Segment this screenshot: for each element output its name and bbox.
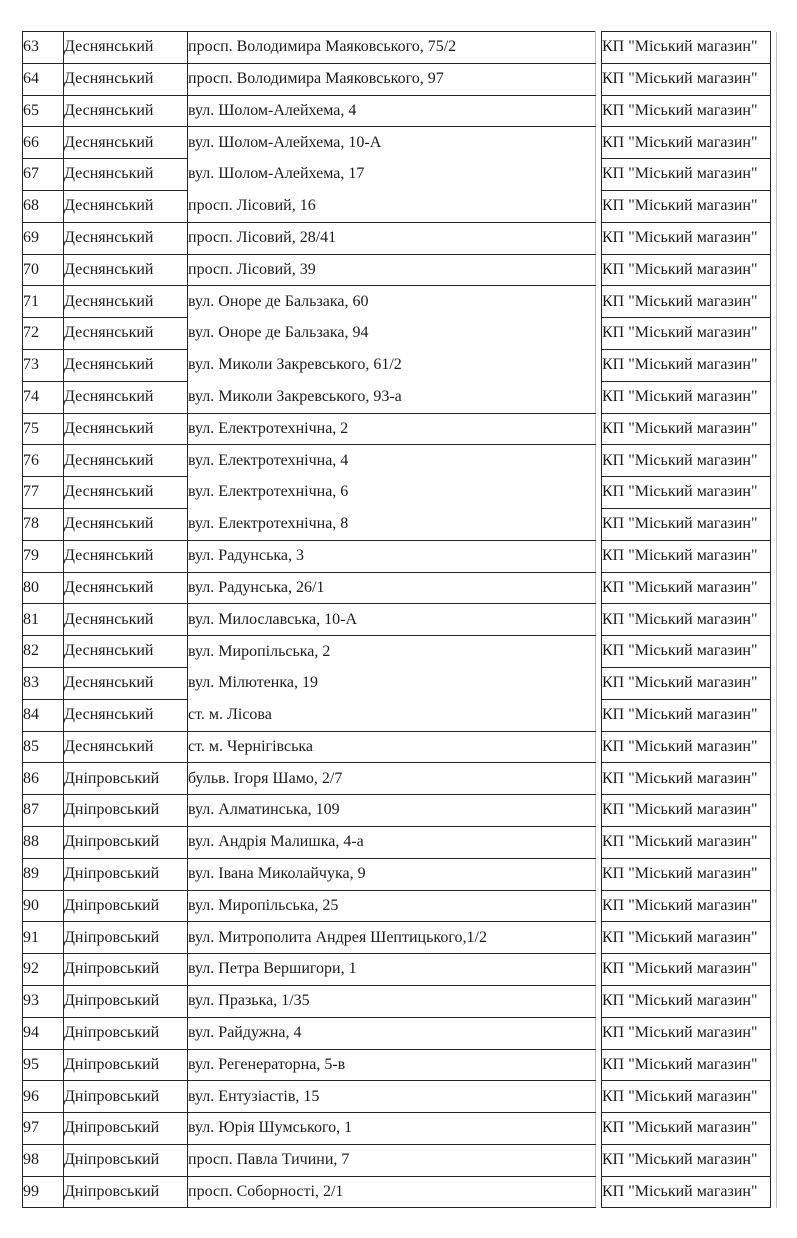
row-number-cell: 84 (23, 699, 64, 731)
table-row (23, 604, 777, 636)
row-number-cell: 88 (23, 826, 64, 858)
district-cell: Деснянський (64, 63, 188, 95)
supplier-cell: КП "Міський магазин" (602, 763, 771, 795)
supplier-cell: КП "Міський магазин" (602, 349, 771, 381)
supplier-cell: КП "Міський магазин" (602, 1144, 771, 1176)
right-edge-gap (771, 922, 777, 954)
row-number-cell: 72 (23, 318, 64, 350)
row-number-cell: 86 (23, 763, 64, 795)
right-edge-gap (771, 445, 777, 477)
right-edge-gap (771, 318, 777, 350)
right-edge-gap (771, 349, 777, 381)
table-row (23, 318, 777, 350)
district-cell: Деснянський (64, 159, 188, 191)
table-row (23, 1049, 777, 1081)
address-cell: ст. м. Лісова (188, 699, 596, 731)
district-cell: Дніпровський (64, 890, 188, 922)
row-number-cell: 91 (23, 922, 64, 954)
supplier-cell: КП "Міський магазин" (602, 32, 771, 64)
address-cell: вул. Празька, 1/35 (188, 985, 596, 1017)
row-number-cell: 80 (23, 572, 64, 604)
address-cell: вул. Райдужна, 4 (188, 1017, 596, 1049)
right-edge-gap (771, 572, 777, 604)
right-edge-gap (771, 1144, 777, 1176)
table-row (23, 667, 777, 699)
right-edge-gap (771, 1081, 777, 1113)
table-row (23, 127, 777, 159)
right-edge-gap (771, 63, 777, 95)
right-edge-gap (771, 477, 777, 509)
right-edge-gap (771, 159, 777, 191)
right-edge-gap (771, 826, 777, 858)
district-cell: Дніпровський (64, 1081, 188, 1113)
row-number-cell: 73 (23, 349, 64, 381)
row-number-cell: 83 (23, 667, 64, 699)
right-edge-gap (771, 222, 777, 254)
district-cell: Дніпровський (64, 1017, 188, 1049)
right-edge-gap (771, 1049, 777, 1081)
supplier-cell: КП "Міський магазин" (602, 127, 771, 159)
supplier-cell: КП "Міський магазин" (602, 540, 771, 572)
table-row (23, 763, 777, 795)
address-cell: вул. Оноре де Бальзака, 60 (188, 286, 596, 318)
supplier-cell: КП "Міський магазин" (602, 890, 771, 922)
district-cell: Деснянський (64, 318, 188, 350)
table-row (23, 985, 777, 1017)
row-number-cell: 78 (23, 508, 64, 540)
row-number-cell: 90 (23, 890, 64, 922)
district-cell: Деснянський (64, 32, 188, 64)
supplier-cell: КП "Міський магазин" (602, 159, 771, 191)
row-number-cell: 71 (23, 286, 64, 318)
table-row (23, 826, 777, 858)
address-cell: вул. Миколи Закревського, 61/2 (188, 349, 596, 381)
address-cell: вул. Електротехнічна, 6 (188, 477, 596, 509)
district-cell: Деснянський (64, 731, 188, 763)
district-cell: Дніпровський (64, 985, 188, 1017)
table-row (23, 413, 777, 445)
right-edge-gap (771, 127, 777, 159)
address-cell: вул. Мілютенка, 19 (188, 667, 596, 699)
row-number-cell: 65 (23, 95, 64, 127)
district-cell: Деснянський (64, 636, 188, 668)
right-edge-gap (771, 190, 777, 222)
district-cell: Дніпровський (64, 1049, 188, 1081)
supplier-cell: КП "Міський магазин" (602, 381, 771, 413)
row-number-cell: 76 (23, 445, 64, 477)
right-edge-gap (771, 1113, 777, 1145)
table-row (23, 381, 777, 413)
supplier-cell: КП "Міський магазин" (602, 1049, 771, 1081)
right-edge-gap (771, 381, 777, 413)
right-edge-gap (771, 699, 777, 731)
district-cell: Деснянський (64, 572, 188, 604)
address-cell: вул. Електротехнічна, 4 (188, 445, 596, 477)
row-number-cell: 97 (23, 1113, 64, 1145)
row-number-cell: 92 (23, 954, 64, 986)
district-cell: Деснянський (64, 349, 188, 381)
address-cell: вул. Миропільська, 2 (188, 636, 596, 668)
address-cell: просп. Соборності, 2/1 (188, 1176, 596, 1208)
table-row (23, 954, 777, 986)
row-number-cell: 94 (23, 1017, 64, 1049)
table-row (23, 349, 777, 381)
table-row (23, 508, 777, 540)
row-number-cell: 68 (23, 190, 64, 222)
table-row (23, 795, 777, 827)
supplier-cell: КП "Міський магазин" (602, 318, 771, 350)
row-number-cell: 67 (23, 159, 64, 191)
address-cell: вул. Юрія Шумського, 1 (188, 1113, 596, 1145)
table-row (23, 731, 777, 763)
address-cell: просп. Володимира Маяковського, 97 (188, 63, 596, 95)
table-row (23, 286, 777, 318)
address-cell: ст. м. Чернігівська (188, 731, 596, 763)
table-row (23, 1017, 777, 1049)
row-number-cell: 79 (23, 540, 64, 572)
row-number-cell: 95 (23, 1049, 64, 1081)
supplier-cell: КП "Міський магазин" (602, 1176, 771, 1208)
row-number-cell: 85 (23, 731, 64, 763)
row-number-cell: 77 (23, 477, 64, 509)
address-cell: вул. Митрополита Андрея Шептицького,1/2 (188, 922, 596, 954)
row-number-cell: 87 (23, 795, 64, 827)
row-number-cell: 64 (23, 63, 64, 95)
district-cell: Деснянський (64, 127, 188, 159)
row-number-cell: 99 (23, 1176, 64, 1208)
table-row (23, 477, 777, 509)
address-cell: просп. Лісовий, 16 (188, 190, 596, 222)
right-edge-gap (771, 667, 777, 699)
table-row (23, 540, 777, 572)
right-edge-gap (771, 985, 777, 1017)
supplier-cell: КП "Міський магазин" (602, 922, 771, 954)
locations-table (22, 31, 777, 1208)
table-row (23, 190, 777, 222)
supplier-cell: КП "Міський магазин" (602, 985, 771, 1017)
right-edge-gap (771, 413, 777, 445)
supplier-cell: КП "Міський магазин" (602, 1081, 771, 1113)
row-number-cell: 66 (23, 127, 64, 159)
row-number-cell: 89 (23, 858, 64, 890)
supplier-cell: КП "Міський магазин" (602, 95, 771, 127)
district-cell: Дніпровський (64, 954, 188, 986)
right-edge-gap (771, 795, 777, 827)
right-edge-gap (771, 954, 777, 986)
district-cell: Деснянський (64, 540, 188, 572)
address-cell: просп. Володимира Маяковського, 75/2 (188, 32, 596, 64)
table-body (23, 32, 777, 1208)
row-number-cell: 63 (23, 32, 64, 64)
address-cell: вул. Миропільська, 25 (188, 890, 596, 922)
table-row (23, 699, 777, 731)
district-cell: Дніпровський (64, 795, 188, 827)
district-cell: Деснянський (64, 508, 188, 540)
address-cell: просп. Лісовий, 39 (188, 254, 596, 286)
supplier-cell: КП "Міський магазин" (602, 254, 771, 286)
supplier-cell: КП "Міський магазин" (602, 667, 771, 699)
district-cell: Деснянський (64, 190, 188, 222)
table-row (23, 222, 777, 254)
district-cell: Дніпровський (64, 1144, 188, 1176)
right-edge-gap (771, 1176, 777, 1208)
supplier-cell: КП "Міський магазин" (602, 190, 771, 222)
address-cell: вул. Ентузіастів, 15 (188, 1081, 596, 1113)
table-row (23, 254, 777, 286)
address-cell: вул. Шолом-Алейхема, 17 (188, 159, 596, 191)
row-number-cell: 98 (23, 1144, 64, 1176)
address-cell: вул. Миколи Закревського, 93-а (188, 381, 596, 413)
row-number-cell: 93 (23, 985, 64, 1017)
table-row (23, 922, 777, 954)
address-cell: вул. Шолом-Алейхема, 4 (188, 95, 596, 127)
right-edge-gap (771, 508, 777, 540)
supplier-cell: КП "Міський магазин" (602, 795, 771, 827)
supplier-cell: КП "Міський магазин" (602, 636, 771, 668)
table-row (23, 32, 777, 64)
district-cell: Деснянський (64, 445, 188, 477)
table-row (23, 95, 777, 127)
supplier-cell: КП "Міський магазин" (602, 954, 771, 986)
row-number-cell: 81 (23, 604, 64, 636)
district-cell: Деснянський (64, 413, 188, 445)
district-cell: Деснянський (64, 254, 188, 286)
row-number-cell: 70 (23, 254, 64, 286)
address-cell: вул. Івана Миколайчука, 9 (188, 858, 596, 890)
address-cell: просп. Павла Тичини, 7 (188, 1144, 596, 1176)
address-cell: вул. Петра Вершигори, 1 (188, 954, 596, 986)
address-cell: вул. Регенераторна, 5-в (188, 1049, 596, 1081)
right-edge-gap (771, 1017, 777, 1049)
row-number-cell: 69 (23, 222, 64, 254)
supplier-cell: КП "Міський магазин" (602, 1017, 771, 1049)
supplier-cell: КП "Міський магазин" (602, 858, 771, 890)
supplier-cell: КП "Міський магазин" (602, 604, 771, 636)
right-edge-gap (771, 890, 777, 922)
right-edge-gap (771, 604, 777, 636)
district-cell: Деснянський (64, 699, 188, 731)
table-row (23, 445, 777, 477)
supplier-cell: КП "Міський магазин" (602, 699, 771, 731)
supplier-cell: КП "Міський магазин" (602, 445, 771, 477)
right-edge-gap (771, 540, 777, 572)
district-cell: Деснянський (64, 381, 188, 413)
table-row (23, 572, 777, 604)
table-row (23, 636, 777, 668)
right-edge-gap (771, 286, 777, 318)
district-cell: Деснянський (64, 222, 188, 254)
supplier-cell: КП "Міський магазин" (602, 508, 771, 540)
table-row (23, 1144, 777, 1176)
address-cell: вул. Алматинська, 109 (188, 795, 596, 827)
address-cell: вул. Електротехнічна, 8 (188, 508, 596, 540)
supplier-cell: КП "Міський магазин" (602, 222, 771, 254)
table-row (23, 858, 777, 890)
table-row (23, 890, 777, 922)
supplier-cell: КП "Міський магазин" (602, 63, 771, 95)
row-number-cell: 96 (23, 1081, 64, 1113)
address-cell: вул. Електротехнічна, 2 (188, 413, 596, 445)
district-cell: Дніпровський (64, 922, 188, 954)
address-cell: вул. Шолом-Алейхема, 10-А (188, 127, 596, 159)
table-row (23, 159, 777, 191)
address-cell: вул. Оноре де Бальзака, 94 (188, 318, 596, 350)
right-edge-gap (771, 254, 777, 286)
supplier-cell: КП "Міський магазин" (602, 826, 771, 858)
address-cell: вул. Радунська, 26/1 (188, 572, 596, 604)
address-cell: вул. Милославська, 10-А (188, 604, 596, 636)
right-edge-gap (771, 636, 777, 668)
district-cell: Дніпровський (64, 826, 188, 858)
supplier-cell: КП "Міський магазин" (602, 413, 771, 445)
row-number-cell: 75 (23, 413, 64, 445)
address-cell: бульв. Ігоря Шамо, 2/7 (188, 763, 596, 795)
district-cell: Деснянський (64, 604, 188, 636)
district-cell: Деснянський (64, 95, 188, 127)
supplier-cell: КП "Міський магазин" (602, 572, 771, 604)
district-cell: Дніпровський (64, 1113, 188, 1145)
table-row (23, 1081, 777, 1113)
district-cell: Дніпровський (64, 1176, 188, 1208)
right-edge-gap (771, 731, 777, 763)
table-row (23, 1113, 777, 1145)
table-row (23, 1176, 777, 1208)
district-cell: Деснянський (64, 667, 188, 699)
district-cell: Деснянський (64, 286, 188, 318)
address-cell: просп. Лісовий, 28/41 (188, 222, 596, 254)
district-cell: Деснянський (64, 477, 188, 509)
district-cell: Дніпровський (64, 763, 188, 795)
right-edge-gap (771, 858, 777, 890)
supplier-cell: КП "Міський магазин" (602, 286, 771, 318)
row-number-cell: 82 (23, 636, 64, 668)
right-edge-gap (771, 95, 777, 127)
supplier-cell: КП "Міський магазин" (602, 1113, 771, 1145)
row-number-cell: 74 (23, 381, 64, 413)
table-row (23, 63, 777, 95)
right-edge-gap (771, 32, 777, 64)
address-cell: вул. Радунська, 3 (188, 540, 596, 572)
supplier-cell: КП "Міський магазин" (602, 477, 771, 509)
address-cell: вул. Андрія Малишка, 4-а (188, 826, 596, 858)
supplier-cell: КП "Міський магазин" (602, 731, 771, 763)
right-edge-gap (771, 763, 777, 795)
district-cell: Дніпровський (64, 858, 188, 890)
